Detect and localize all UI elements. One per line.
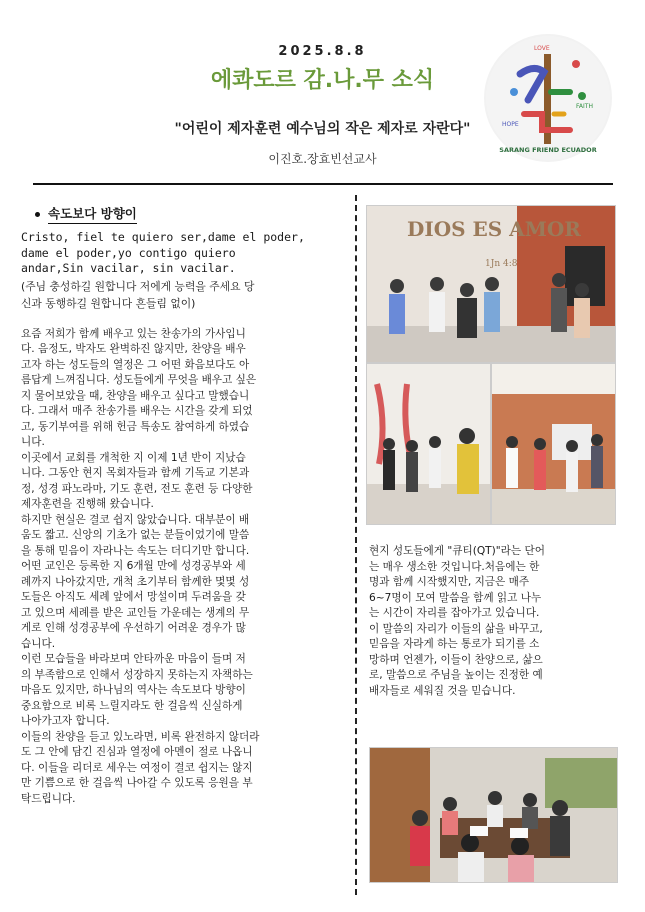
group-photo-right	[491, 363, 616, 525]
lyric-translation: (주님 충성하길 원합니다 저에게 능력을 주세요 당	[21, 279, 255, 293]
column-divider	[355, 195, 357, 895]
paragraph-5: 이들의 찬양을 듣고 있노라면, 비록 완전하지 않더라 도 그 안에 담긴 진심과 열정에 아멘이 절로 나옵니 다. 이들을 리더로 세우는 여정이 결코 쉽지는 않지 만 기쁨으로 한 걸음씩 나아갈 수 있도록 응원을 부 탁드립니다.	[21, 730, 260, 805]
group-photo-left	[366, 363, 491, 525]
hymn-lyrics	[21, 230, 341, 312]
logo-tag-hope: HOPE	[502, 121, 519, 128]
bullet-icon	[35, 212, 40, 217]
worship-photo	[366, 205, 616, 363]
wall-sign-ref: 1Jn 4:8	[485, 259, 518, 269]
header-divider	[33, 183, 613, 185]
paragraph-2: 이곳에서 교회를 개척한 지 이제 1년 반이 지났습 니다. 그동안 현지 목회자들과 함께 기독교 기본과 정, 성경 파노라마, 기도 훈련, 전도 훈련 등 다양한 제자훈련을 진행해 왔습니다.	[21, 451, 253, 510]
bible-study-photo	[369, 747, 618, 883]
lyric-line: Cristo, fiel te quiero ser,dame el poder,	[21, 230, 305, 244]
ministry-logo	[484, 34, 612, 162]
left-column	[21, 204, 341, 807]
paragraph-3: 하지만 현실은 결코 쉽지 않았습니다. 대부분이 배 움도 짧고. 신앙의 기초가 없는 분들이었기에 말씀 을 통해 믿음이 자라나는 속도는 더디기만 합니다. 어떤 교인은 등록한 지 6개월 만에 성경공부와 세 례까지 나아갔지만, 개척 초기부터 함께한 몇몇 성 도들은 아직도 세례 앞에서 망설이며 두려움을 갖 고 있으며 세례를 받은 교인들 가운데는 생계의 무 게로 인해 성경공부에 우선하기 어려운 경우가 많 습니다.	[21, 513, 250, 650]
lyric-line: dame el poder,yo contigo quiero	[21, 245, 236, 260]
wall-sign-text: DIOS ES AMOR	[407, 217, 581, 241]
paragraph-1: 요즘 저희가 함께 배우고 있는 찬송가의 가사입니 다. 음정도, 박자도 완벽하진 않지만, 찬양을 배우 고자 하는 성도들의 열정은 그 어떤 화음보다도 아 름답게 느껴집니다. 성도들에게 무엇을 배우고 싶은 지 물어보았을 때, 찬양을 배우고 싶다고 말했습니 다. 그래서 매주 찬송가를 배우는 시간을 갖게 되었 고, 동기부여를 위해 헌금 특송도 참여하게 하였습 니다.	[21, 327, 257, 448]
newsletter-subtitle: "어린이 제자훈련 예수님의 작은 제자로 자란다"	[174, 121, 471, 137]
right-column: 현지 성도들에게 "큐티(QT)"라는 단어 는 매우 생소한 것입니다.처음에는 한 명과 함께 시작했지만, 지금은 매주 6~7명이 모여 말씀을 함께 읽고 나누 는 시간이 자리를 잡아가고 있습니다. 이 말씀의 자리가 이들의 삶을 바꾸고, 믿음을 자라게 하는 통로가 되기를 소 망하며 언젠가, 이들이 찬양으로, 삶으 로, 말씀으로 주님을 높이는 진정한 예 배자들로 세워질 것을 믿습니다.	[369, 545, 545, 697]
paragraph-4: 이런 모습들을 바라보며 안타까운 마음이 들며 저 의 부족함으로 인해서 성장하지 못하는지 자책하는 마음도 있지만, 하나님의 역사는 속도보다 방향이 중요함으로 비록 느릴지라도 한 걸음씩 신실하게 나아가고자 합니다.	[21, 653, 253, 727]
section-heading: 속도보다 방향이	[35, 204, 341, 224]
logo-tag-faith: FAITH	[576, 103, 593, 110]
logo-tag-love: LOVE	[534, 45, 550, 52]
logo-arc-text: SARANG FRIEND ECUADOR	[499, 146, 597, 154]
lyric-translation: 신과 동행하길 원합니다 흔들림 없이)	[21, 297, 196, 310]
newsletter-date: 2025.8.8	[278, 44, 367, 59]
newsletter-title: 에콰도르 감.나.무 소식	[210, 68, 435, 93]
newsletter-author: 이진호.장효빈선교사	[268, 152, 377, 166]
lyric-line: andar,Sin vacilar, sin vacilar.	[21, 261, 236, 275]
